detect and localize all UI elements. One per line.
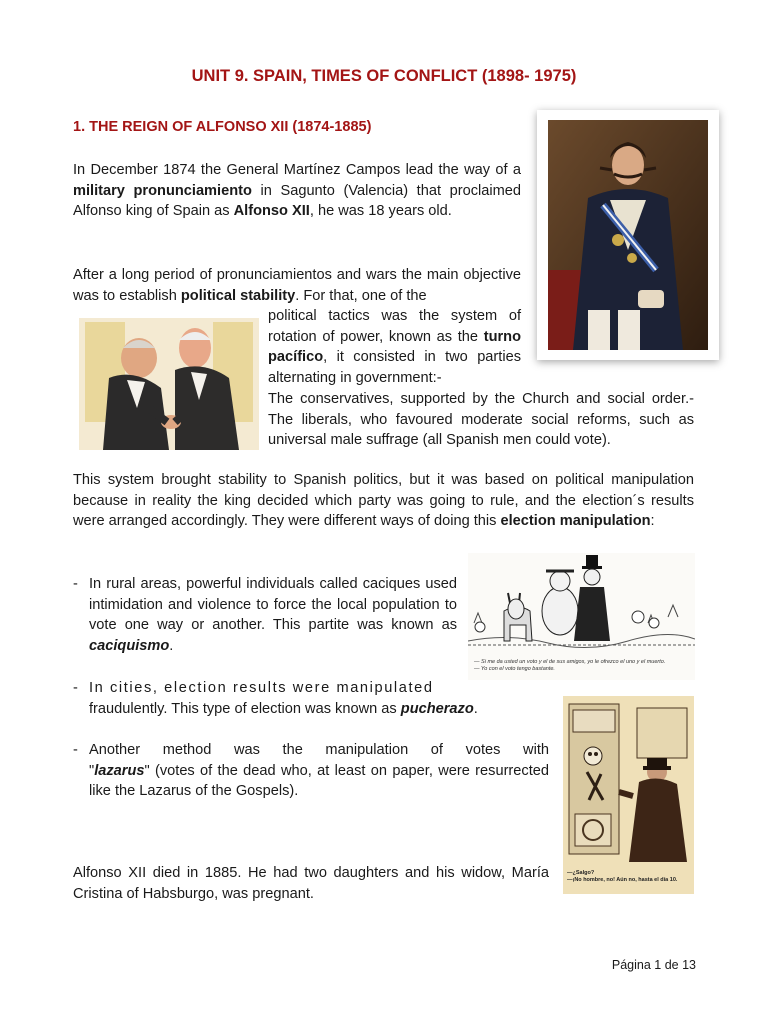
p1-text-c: in Sagunto (Valencia) that proclaimed Alfonso king of Spain as bbox=[73, 182, 522, 220]
p4-text: Alfonso XII died in 1885. He had two daughters and his widow, María Cristina of Habsburgo, was pregnant. bbox=[73, 865, 549, 902]
p3-bold-manipulation: election manipulation bbox=[500, 513, 651, 530]
lazarus-caption-line-2: —¡No hombre, no! Aún no, hasta el día 10. bbox=[567, 877, 678, 883]
paragraph-parties bbox=[268, 389, 694, 451]
section-heading: 1. THE REIGN OF ALFONSO XII (1874-1885) bbox=[73, 119, 372, 135]
li2-end: . bbox=[473, 700, 478, 717]
p2-text-c: . For that, one of the bbox=[295, 287, 427, 304]
li3-quote: " bbox=[89, 762, 95, 779]
p2-bold-turno: turno pacífico bbox=[268, 328, 521, 366]
li3-text-d: " (votes of the dead who, at least on paper, were resurrected like the Lazarus of the Gospels). bbox=[89, 762, 549, 800]
caption-line-2: — Yo con el voto tengo bastante. bbox=[474, 666, 555, 672]
p2-text-d: political tactics was the system of rotation of power, known as the bbox=[268, 308, 521, 345]
li2-term: pucherazo bbox=[400, 700, 474, 717]
lazarus-caption-line-1: —¿Salgo? bbox=[567, 870, 595, 876]
paragraph-turno bbox=[268, 306, 521, 388]
list-item-pucherazo bbox=[73, 678, 513, 719]
p2-text-a: After a long period of pronunciamientos and wars the main objective was to establish bbox=[73, 267, 521, 304]
p1-bold-alfonso: Alfonso XII bbox=[233, 203, 310, 220]
paragraph-pronunciamiento bbox=[73, 160, 521, 222]
list-item-lazarus bbox=[73, 740, 549, 802]
portrait-image bbox=[537, 110, 719, 360]
p1-bold-pronunciamiento: military pronunciamiento bbox=[73, 182, 252, 199]
paragraph-death bbox=[73, 863, 549, 904]
list-item-caciquismo bbox=[73, 574, 457, 656]
handshake-cartoon-image bbox=[79, 318, 259, 450]
p3-text-c: : bbox=[650, 513, 655, 530]
li1-term: caciquismo bbox=[89, 637, 170, 654]
page-number: Página 1 de 13 bbox=[611, 958, 696, 972]
lazarus-caption bbox=[567, 870, 693, 884]
li2-text-b: fraudulently. This type of election was known as bbox=[89, 700, 401, 717]
list-dash: - bbox=[73, 576, 78, 592]
li1-end: . bbox=[169, 637, 174, 654]
paragraph-stability bbox=[73, 265, 521, 306]
p1-text-e: , he was 18 years old. bbox=[309, 203, 452, 220]
p3-text-a: This system brought stability to Spanish politics, but it was based on political manipulation because in reality the king decided which party was going to rule, and the election´s results were arranged accordingly. They were different ways of doing this bbox=[73, 472, 694, 530]
li1-text: In rural areas, powerful individuals called caciques used intimidation and violence to force the local population to vote one way or another. This partite was known as bbox=[89, 576, 457, 634]
p1-text-a: In December 1874 the General Martínez Campos lead the way of a bbox=[73, 162, 521, 178]
p2-bold-stability: political stability bbox=[180, 287, 296, 304]
li3-term: lazarus bbox=[94, 762, 145, 779]
unit-title: UNIT 9. SPAIN, TIMES OF CONFLICT (1898- 1975) bbox=[191, 67, 577, 85]
caciquismo-cartoon-image bbox=[468, 553, 695, 680]
li3-text-a: Another method was the manipulation of votes with bbox=[89, 742, 549, 758]
li2-text-a: In cities, election results were manipulated bbox=[89, 680, 434, 696]
lazarus-cartoon-image bbox=[563, 696, 694, 894]
p2-text-g: The conservatives, supported by the Church and social order.- The liberals, who favoured moderate social reforms, such as universal male suffrage (all Spanish men could vote). bbox=[268, 391, 694, 449]
paragraph-manipulation bbox=[73, 470, 694, 532]
p2-text-f: , it consisted in two parties alternating in government:- bbox=[268, 349, 521, 386]
caption-line-1: — Si me da usted un voto y el de sus amigos, yo le ofrezco el uno y el muerto. bbox=[474, 659, 666, 665]
caciquismo-caption bbox=[474, 659, 690, 673]
list-dash: - bbox=[73, 680, 78, 696]
list-dash: - bbox=[73, 742, 78, 758]
